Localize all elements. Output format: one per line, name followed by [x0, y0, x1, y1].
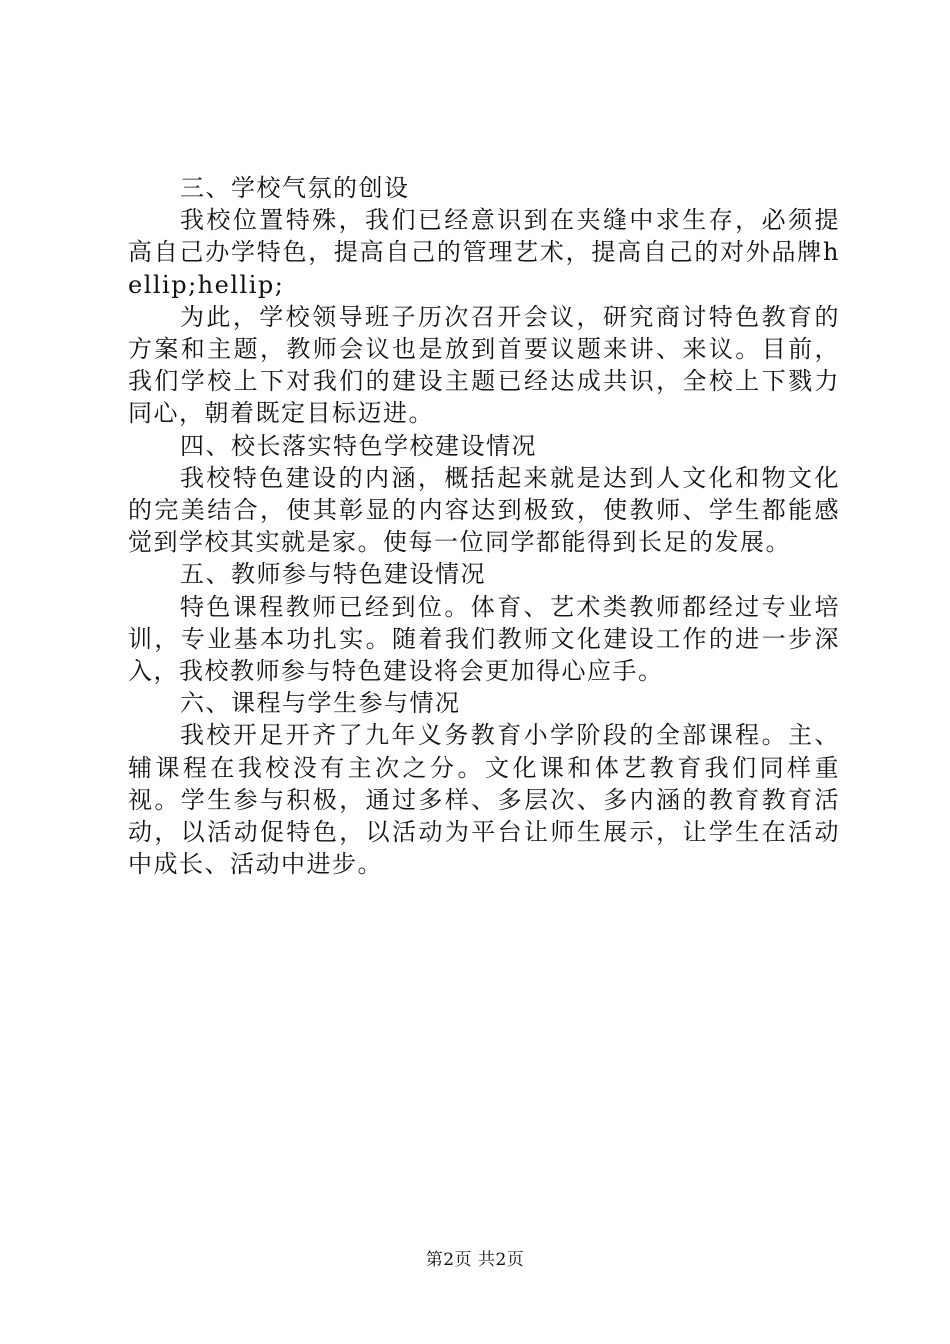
document-body	[128, 172, 840, 880]
paragraph: 我校开足开齐了九年义务教育小学阶段的全部课程。主、辅课程在我校没有主次之分。文化课和体艺教育我们同样重视。学生参与积极，通过多样、多层次、多内涵的教育教育活动，以活动促特色，以活动为平台让师生展示，让学生在活动中成长、活动中进步。	[128, 721, 840, 879]
section-heading: 六、课程与学生参与情况	[180, 689, 461, 718]
section-heading: 四、校长落实特色学校建设情况	[180, 431, 537, 460]
paragraph: 我校特色建设的内涵，概括起来就是达到人文化和物文化的完美结合，使其彰显的内容达到极致，使教师、学生都能感觉到学校其实就是家。使每一位同学都能得到长足的发展。	[128, 463, 840, 557]
page-number-footer: 第2页 共2页	[425, 1250, 525, 1270]
paragraph: 为此，学校领导班子历次召开会议，研究商讨特色教育的方案和主题，教师会议也是放到首要议题来讲、来议。目前，我们学校上下对我们的建设主题已经达成共识，全校上下戮力同心，朝着既定目标迈进。	[128, 302, 840, 428]
section-heading: 三、学校气氛的创设	[180, 174, 410, 202]
paragraph: 特色课程教师已经到位。体育、艺术类教师都经过专业培训，专业基本功扎实。随着我们教师文化建设工作的进一步深入，我校教师参与特色建设将会更加得心应手。	[128, 592, 840, 686]
section-heading: 五、教师参与特色建设情况	[180, 560, 486, 589]
paragraph: 我校位置特殊，我们已经意识到在夹缝中求生存，必须提高自己办学特色，提高自己的管理艺术，提高自己的对外品牌hellip;hellip;	[128, 206, 840, 299]
